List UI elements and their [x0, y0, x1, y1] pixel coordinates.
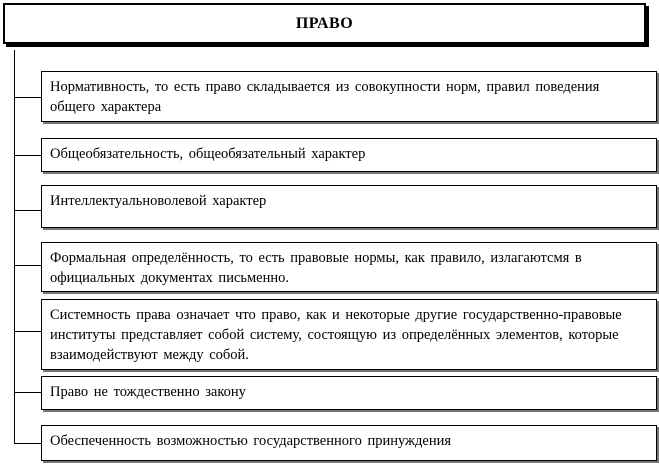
- connector-spine: [14, 50, 15, 443]
- feature-text: Общеобязательность, общеобязательный характер: [50, 146, 366, 162]
- feature-box-not-identical-to-law: [41, 376, 657, 410]
- connector-branch: [14, 443, 41, 444]
- connector-branch: [14, 97, 41, 98]
- feature-box-normativity: [41, 71, 657, 122]
- connector-branch: [14, 155, 41, 156]
- feature-text: Интеллектуальноволевой характер: [50, 193, 267, 209]
- feature-box-intellectual-volitional: [41, 185, 657, 228]
- connector-branch: [14, 392, 41, 393]
- feature-box-formal-certainty: [41, 242, 657, 292]
- feature-box-obligatoriness: [41, 138, 657, 172]
- feature-text: Системность права означает что право, как и некоторые другие государственно-правовые институты представляет собой систему, состоящую из определённых элементов, которые взаимодействуют между собой.: [50, 307, 622, 363]
- feature-text: Право не тождественно закону: [50, 384, 246, 400]
- feature-text: Формальная определённость, то есть правовые нормы, как правило, излагаютсмя в официальных документах письменно.: [50, 250, 582, 286]
- feature-text: Нормативность, то есть право складывается из совокупности норм, правил поведения общего характера: [50, 79, 600, 115]
- feature-box-state-enforcement: [41, 425, 657, 461]
- feature-box-systemic-nature: [41, 299, 657, 370]
- connector-branch: [14, 331, 41, 332]
- connector-branch: [14, 265, 41, 266]
- diagram-title: ПРАВО: [3, 3, 646, 44]
- connector-branch: [14, 210, 41, 211]
- feature-text: Обеспеченность возможностью государственного принуждения: [50, 433, 452, 449]
